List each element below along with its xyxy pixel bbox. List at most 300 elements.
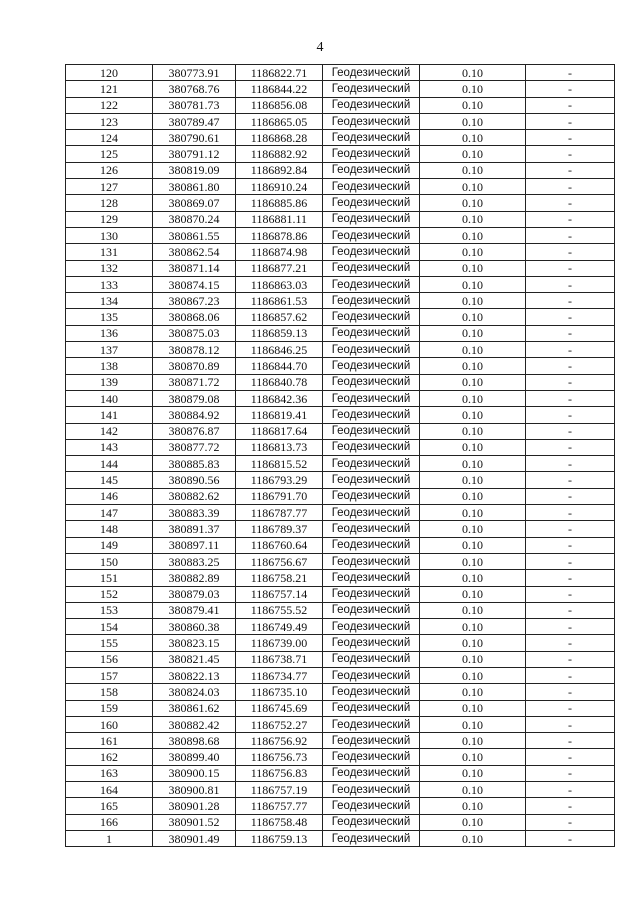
method-cell: Геодезический: [323, 211, 420, 227]
table-row: [66, 309, 615, 325]
note-cell: -: [526, 309, 615, 325]
accuracy-cell: 0.10: [420, 456, 526, 472]
table-row: [66, 814, 615, 830]
accuracy-cell: 0.10: [420, 244, 526, 260]
method-cell: Геодезический: [323, 227, 420, 243]
x-coordinate-cell: 380882.62: [153, 488, 236, 504]
point-number-cell: 121: [66, 81, 153, 97]
accuracy-cell: 0.10: [420, 423, 526, 439]
x-coordinate-cell: 380791.12: [153, 146, 236, 162]
point-number-cell: 155: [66, 635, 153, 651]
x-coordinate-cell: 380884.92: [153, 407, 236, 423]
point-number-cell: 123: [66, 113, 153, 129]
y-coordinate-cell: 1186735.10: [236, 684, 323, 700]
y-coordinate-cell: 1186874.98: [236, 244, 323, 260]
method-cell: Геодезический: [323, 488, 420, 504]
table-row: [66, 162, 615, 178]
point-number-cell: 165: [66, 798, 153, 814]
y-coordinate-cell: 1186791.70: [236, 488, 323, 504]
point-number-cell: 131: [66, 244, 153, 260]
point-number-cell: 1: [66, 830, 153, 846]
point-number-cell: 120: [66, 65, 153, 81]
x-coordinate-cell: 380790.61: [153, 130, 236, 146]
accuracy-cell: 0.10: [420, 97, 526, 113]
method-cell: Геодезический: [323, 716, 420, 732]
x-coordinate-cell: 380862.54: [153, 244, 236, 260]
point-number-cell: 132: [66, 260, 153, 276]
accuracy-cell: 0.10: [420, 325, 526, 341]
note-cell: -: [526, 456, 615, 472]
x-coordinate-cell: 380891.37: [153, 521, 236, 537]
note-cell: -: [526, 97, 615, 113]
method-cell: Геодезический: [323, 276, 420, 292]
y-coordinate-cell: 1186793.29: [236, 472, 323, 488]
method-cell: Геодезический: [323, 505, 420, 521]
point-number-cell: 166: [66, 814, 153, 830]
table-row: [66, 179, 615, 195]
note-cell: -: [526, 260, 615, 276]
accuracy-cell: 0.10: [420, 65, 526, 81]
note-cell: -: [526, 342, 615, 358]
y-coordinate-cell: 1186757.14: [236, 586, 323, 602]
accuracy-cell: 0.10: [420, 700, 526, 716]
x-coordinate-cell: 380781.73: [153, 97, 236, 113]
table-row: [66, 684, 615, 700]
method-cell: Геодезический: [323, 749, 420, 765]
accuracy-cell: 0.10: [420, 439, 526, 455]
table-row: [66, 749, 615, 765]
note-cell: -: [526, 423, 615, 439]
accuracy-cell: 0.10: [420, 586, 526, 602]
y-coordinate-cell: 1186739.00: [236, 635, 323, 651]
method-cell: Геодезический: [323, 358, 420, 374]
table-row: [66, 782, 615, 798]
point-number-cell: 141: [66, 407, 153, 423]
x-coordinate-cell: 380871.72: [153, 374, 236, 390]
x-coordinate-cell: 380899.40: [153, 749, 236, 765]
accuracy-cell: 0.10: [420, 716, 526, 732]
table-row: [66, 456, 615, 472]
x-coordinate-cell: 380874.15: [153, 276, 236, 292]
point-number-cell: 159: [66, 700, 153, 716]
x-coordinate-cell: 380876.87: [153, 423, 236, 439]
note-cell: -: [526, 700, 615, 716]
table-row: [66, 472, 615, 488]
point-number-cell: 156: [66, 651, 153, 667]
note-cell: -: [526, 130, 615, 146]
table-row: [66, 619, 615, 635]
x-coordinate-cell: 380879.41: [153, 602, 236, 618]
note-cell: -: [526, 586, 615, 602]
table-row: [66, 439, 615, 455]
method-cell: Геодезический: [323, 97, 420, 113]
point-number-cell: 158: [66, 684, 153, 700]
x-coordinate-cell: 380867.23: [153, 293, 236, 309]
note-cell: -: [526, 619, 615, 635]
y-coordinate-cell: 1186885.86: [236, 195, 323, 211]
x-coordinate-cell: 380877.72: [153, 439, 236, 455]
y-coordinate-cell: 1186882.92: [236, 146, 323, 162]
y-coordinate-cell: 1186756.67: [236, 553, 323, 569]
accuracy-cell: 0.10: [420, 162, 526, 178]
note-cell: -: [526, 146, 615, 162]
accuracy-cell: 0.10: [420, 782, 526, 798]
note-cell: -: [526, 390, 615, 406]
table-row: [66, 342, 615, 358]
table-row: [66, 227, 615, 243]
method-cell: Геодезический: [323, 635, 420, 651]
table-row: [66, 358, 615, 374]
accuracy-cell: 0.10: [420, 309, 526, 325]
method-cell: Геодезический: [323, 667, 420, 683]
point-number-cell: 129: [66, 211, 153, 227]
note-cell: -: [526, 602, 615, 618]
table-row: [66, 586, 615, 602]
accuracy-cell: 0.10: [420, 667, 526, 683]
table-row: [66, 765, 615, 781]
method-cell: Геодезический: [323, 293, 420, 309]
method-cell: Геодезический: [323, 765, 420, 781]
note-cell: -: [526, 537, 615, 553]
accuracy-cell: 0.10: [420, 358, 526, 374]
table-row: [66, 570, 615, 586]
x-coordinate-cell: 380883.39: [153, 505, 236, 521]
note-cell: -: [526, 162, 615, 178]
point-number-cell: 157: [66, 667, 153, 683]
y-coordinate-cell: 1186787.77: [236, 505, 323, 521]
x-coordinate-cell: 380861.55: [153, 227, 236, 243]
method-cell: Геодезический: [323, 651, 420, 667]
accuracy-cell: 0.10: [420, 602, 526, 618]
point-number-cell: 148: [66, 521, 153, 537]
point-number-cell: 161: [66, 733, 153, 749]
method-cell: Геодезический: [323, 342, 420, 358]
method-cell: Геодезический: [323, 733, 420, 749]
point-number-cell: 127: [66, 179, 153, 195]
x-coordinate-cell: 380882.89: [153, 570, 236, 586]
y-coordinate-cell: 1186878.86: [236, 227, 323, 243]
point-number-cell: 147: [66, 505, 153, 521]
x-coordinate-cell: 380900.15: [153, 765, 236, 781]
x-coordinate-cell: 380824.03: [153, 684, 236, 700]
accuracy-cell: 0.10: [420, 407, 526, 423]
method-cell: Геодезический: [323, 113, 420, 129]
y-coordinate-cell: 1186868.28: [236, 130, 323, 146]
x-coordinate-cell: 380861.80: [153, 179, 236, 195]
x-coordinate-cell: 380898.68: [153, 733, 236, 749]
point-number-cell: 151: [66, 570, 153, 586]
accuracy-cell: 0.10: [420, 733, 526, 749]
table-row: [66, 651, 615, 667]
method-cell: Геодезический: [323, 390, 420, 406]
point-number-cell: 160: [66, 716, 153, 732]
table-row: [66, 276, 615, 292]
method-cell: Геодезический: [323, 521, 420, 537]
note-cell: -: [526, 244, 615, 260]
accuracy-cell: 0.10: [420, 765, 526, 781]
method-cell: Геодезический: [323, 700, 420, 716]
note-cell: -: [526, 407, 615, 423]
note-cell: -: [526, 830, 615, 846]
table-row: [66, 407, 615, 423]
table-row: [66, 146, 615, 162]
x-coordinate-cell: 380768.76: [153, 81, 236, 97]
table-row: [66, 65, 615, 81]
table-row: [66, 423, 615, 439]
method-cell: Геодезический: [323, 195, 420, 211]
note-cell: -: [526, 716, 615, 732]
y-coordinate-cell: 1186757.77: [236, 798, 323, 814]
table-row: [66, 130, 615, 146]
x-coordinate-cell: 380879.03: [153, 586, 236, 602]
method-cell: Геодезический: [323, 553, 420, 569]
note-cell: -: [526, 782, 615, 798]
method-cell: Геодезический: [323, 244, 420, 260]
x-coordinate-cell: 380822.13: [153, 667, 236, 683]
point-number-cell: 135: [66, 309, 153, 325]
note-cell: -: [526, 195, 615, 211]
x-coordinate-cell: 380868.06: [153, 309, 236, 325]
y-coordinate-cell: 1186840.78: [236, 374, 323, 390]
method-cell: Геодезический: [323, 830, 420, 846]
method-cell: Геодезический: [323, 407, 420, 423]
y-coordinate-cell: 1186738.71: [236, 651, 323, 667]
accuracy-cell: 0.10: [420, 537, 526, 553]
accuracy-cell: 0.10: [420, 505, 526, 521]
method-cell: Геодезический: [323, 325, 420, 341]
y-coordinate-cell: 1186842.36: [236, 390, 323, 406]
point-number-cell: 130: [66, 227, 153, 243]
x-coordinate-cell: 380819.09: [153, 162, 236, 178]
method-cell: Геодезический: [323, 472, 420, 488]
method-cell: Геодезический: [323, 374, 420, 390]
x-coordinate-cell: 380890.56: [153, 472, 236, 488]
point-number-cell: 153: [66, 602, 153, 618]
note-cell: -: [526, 667, 615, 683]
method-cell: Геодезический: [323, 456, 420, 472]
accuracy-cell: 0.10: [420, 179, 526, 195]
note-cell: -: [526, 521, 615, 537]
y-coordinate-cell: 1186863.03: [236, 276, 323, 292]
method-cell: Геодезический: [323, 81, 420, 97]
note-cell: -: [526, 765, 615, 781]
table-row: [66, 244, 615, 260]
note-cell: -: [526, 293, 615, 309]
table-row: [66, 667, 615, 683]
y-coordinate-cell: 1186749.49: [236, 619, 323, 635]
note-cell: -: [526, 358, 615, 374]
accuracy-cell: 0.10: [420, 227, 526, 243]
x-coordinate-cell: 380885.83: [153, 456, 236, 472]
table-row: [66, 521, 615, 537]
note-cell: -: [526, 651, 615, 667]
table-row: [66, 488, 615, 504]
point-number-cell: 150: [66, 553, 153, 569]
method-cell: Геодезический: [323, 309, 420, 325]
note-cell: -: [526, 635, 615, 651]
table-row: [66, 81, 615, 97]
point-number-cell: 142: [66, 423, 153, 439]
method-cell: Геодезический: [323, 439, 420, 455]
point-number-cell: 143: [66, 439, 153, 455]
point-number-cell: 136: [66, 325, 153, 341]
point-number-cell: 154: [66, 619, 153, 635]
y-coordinate-cell: 1186822.71: [236, 65, 323, 81]
method-cell: Геодезический: [323, 423, 420, 439]
x-coordinate-cell: 380860.38: [153, 619, 236, 635]
accuracy-cell: 0.10: [420, 651, 526, 667]
table-row: [66, 113, 615, 129]
y-coordinate-cell: 1186857.62: [236, 309, 323, 325]
page-number: 4: [316, 40, 324, 55]
coordinates-table: [65, 64, 615, 847]
x-coordinate-cell: 380821.45: [153, 651, 236, 667]
method-cell: Геодезический: [323, 814, 420, 830]
y-coordinate-cell: 1186755.52: [236, 602, 323, 618]
accuracy-cell: 0.10: [420, 113, 526, 129]
accuracy-cell: 0.10: [420, 814, 526, 830]
note-cell: -: [526, 179, 615, 195]
y-coordinate-cell: 1186865.05: [236, 113, 323, 129]
x-coordinate-cell: 380875.03: [153, 325, 236, 341]
accuracy-cell: 0.10: [420, 342, 526, 358]
y-coordinate-cell: 1186756.92: [236, 733, 323, 749]
note-cell: -: [526, 65, 615, 81]
note-cell: -: [526, 488, 615, 504]
method-cell: Геодезический: [323, 586, 420, 602]
note-cell: -: [526, 798, 615, 814]
y-coordinate-cell: 1186756.73: [236, 749, 323, 765]
method-cell: Геодезический: [323, 602, 420, 618]
note-cell: -: [526, 749, 615, 765]
y-coordinate-cell: 1186856.08: [236, 97, 323, 113]
point-number-cell: 145: [66, 472, 153, 488]
x-coordinate-cell: 380871.14: [153, 260, 236, 276]
accuracy-cell: 0.10: [420, 635, 526, 651]
point-number-cell: 162: [66, 749, 153, 765]
table-row: [66, 374, 615, 390]
note-cell: -: [526, 505, 615, 521]
accuracy-cell: 0.10: [420, 211, 526, 227]
accuracy-cell: 0.10: [420, 553, 526, 569]
point-number-cell: 146: [66, 488, 153, 504]
y-coordinate-cell: 1186910.24: [236, 179, 323, 195]
x-coordinate-cell: 380900.81: [153, 782, 236, 798]
table-row: [66, 505, 615, 521]
accuracy-cell: 0.10: [420, 374, 526, 390]
method-cell: Геодезический: [323, 798, 420, 814]
method-cell: Геодезический: [323, 130, 420, 146]
table-row: [66, 716, 615, 732]
note-cell: -: [526, 325, 615, 341]
y-coordinate-cell: 1186881.11: [236, 211, 323, 227]
note-cell: -: [526, 472, 615, 488]
method-cell: Геодезический: [323, 684, 420, 700]
table-row: [66, 700, 615, 716]
y-coordinate-cell: 1186859.13: [236, 325, 323, 341]
y-coordinate-cell: 1186758.48: [236, 814, 323, 830]
point-number-cell: 144: [66, 456, 153, 472]
accuracy-cell: 0.10: [420, 130, 526, 146]
note-cell: -: [526, 684, 615, 700]
table-row: [66, 602, 615, 618]
y-coordinate-cell: 1186745.69: [236, 700, 323, 716]
x-coordinate-cell: 380789.47: [153, 113, 236, 129]
note-cell: -: [526, 553, 615, 569]
accuracy-cell: 0.10: [420, 570, 526, 586]
note-cell: -: [526, 113, 615, 129]
y-coordinate-cell: 1186760.64: [236, 537, 323, 553]
x-coordinate-cell: 380901.28: [153, 798, 236, 814]
table-body: [66, 65, 615, 847]
point-number-cell: 164: [66, 782, 153, 798]
y-coordinate-cell: 1186759.13: [236, 830, 323, 846]
accuracy-cell: 0.10: [420, 619, 526, 635]
table-row: [66, 537, 615, 553]
table-row: [66, 390, 615, 406]
y-coordinate-cell: 1186844.22: [236, 81, 323, 97]
table-row: [66, 733, 615, 749]
point-number-cell: 138: [66, 358, 153, 374]
x-coordinate-cell: 380878.12: [153, 342, 236, 358]
method-cell: Геодезический: [323, 179, 420, 195]
table-row: [66, 553, 615, 569]
x-coordinate-cell: 380773.91: [153, 65, 236, 81]
y-coordinate-cell: 1186877.21: [236, 260, 323, 276]
point-number-cell: 125: [66, 146, 153, 162]
note-cell: -: [526, 276, 615, 292]
point-number-cell: 133: [66, 276, 153, 292]
note-cell: -: [526, 374, 615, 390]
point-number-cell: 126: [66, 162, 153, 178]
x-coordinate-cell: 380870.24: [153, 211, 236, 227]
accuracy-cell: 0.10: [420, 521, 526, 537]
note-cell: -: [526, 439, 615, 455]
note-cell: -: [526, 81, 615, 97]
table-row: [66, 325, 615, 341]
x-coordinate-cell: 380883.25: [153, 553, 236, 569]
method-cell: Геодезический: [323, 162, 420, 178]
point-number-cell: 134: [66, 293, 153, 309]
note-cell: -: [526, 733, 615, 749]
table-row: [66, 830, 615, 846]
point-number-cell: 152: [66, 586, 153, 602]
accuracy-cell: 0.10: [420, 472, 526, 488]
accuracy-cell: 0.10: [420, 260, 526, 276]
point-number-cell: 124: [66, 130, 153, 146]
accuracy-cell: 0.10: [420, 390, 526, 406]
accuracy-cell: 0.10: [420, 798, 526, 814]
x-coordinate-cell: 380879.08: [153, 390, 236, 406]
point-number-cell: 140: [66, 390, 153, 406]
x-coordinate-cell: 380901.52: [153, 814, 236, 830]
table-row: [66, 195, 615, 211]
point-number-cell: 139: [66, 374, 153, 390]
point-number-cell: 137: [66, 342, 153, 358]
x-coordinate-cell: 380861.62: [153, 700, 236, 716]
note-cell: -: [526, 227, 615, 243]
point-number-cell: 128: [66, 195, 153, 211]
table-row: [66, 211, 615, 227]
note-cell: -: [526, 570, 615, 586]
accuracy-cell: 0.10: [420, 749, 526, 765]
method-cell: Геодезический: [323, 619, 420, 635]
method-cell: Геодезический: [323, 65, 420, 81]
y-coordinate-cell: 1186789.37: [236, 521, 323, 537]
accuracy-cell: 0.10: [420, 146, 526, 162]
table-row: [66, 635, 615, 651]
note-cell: -: [526, 814, 615, 830]
